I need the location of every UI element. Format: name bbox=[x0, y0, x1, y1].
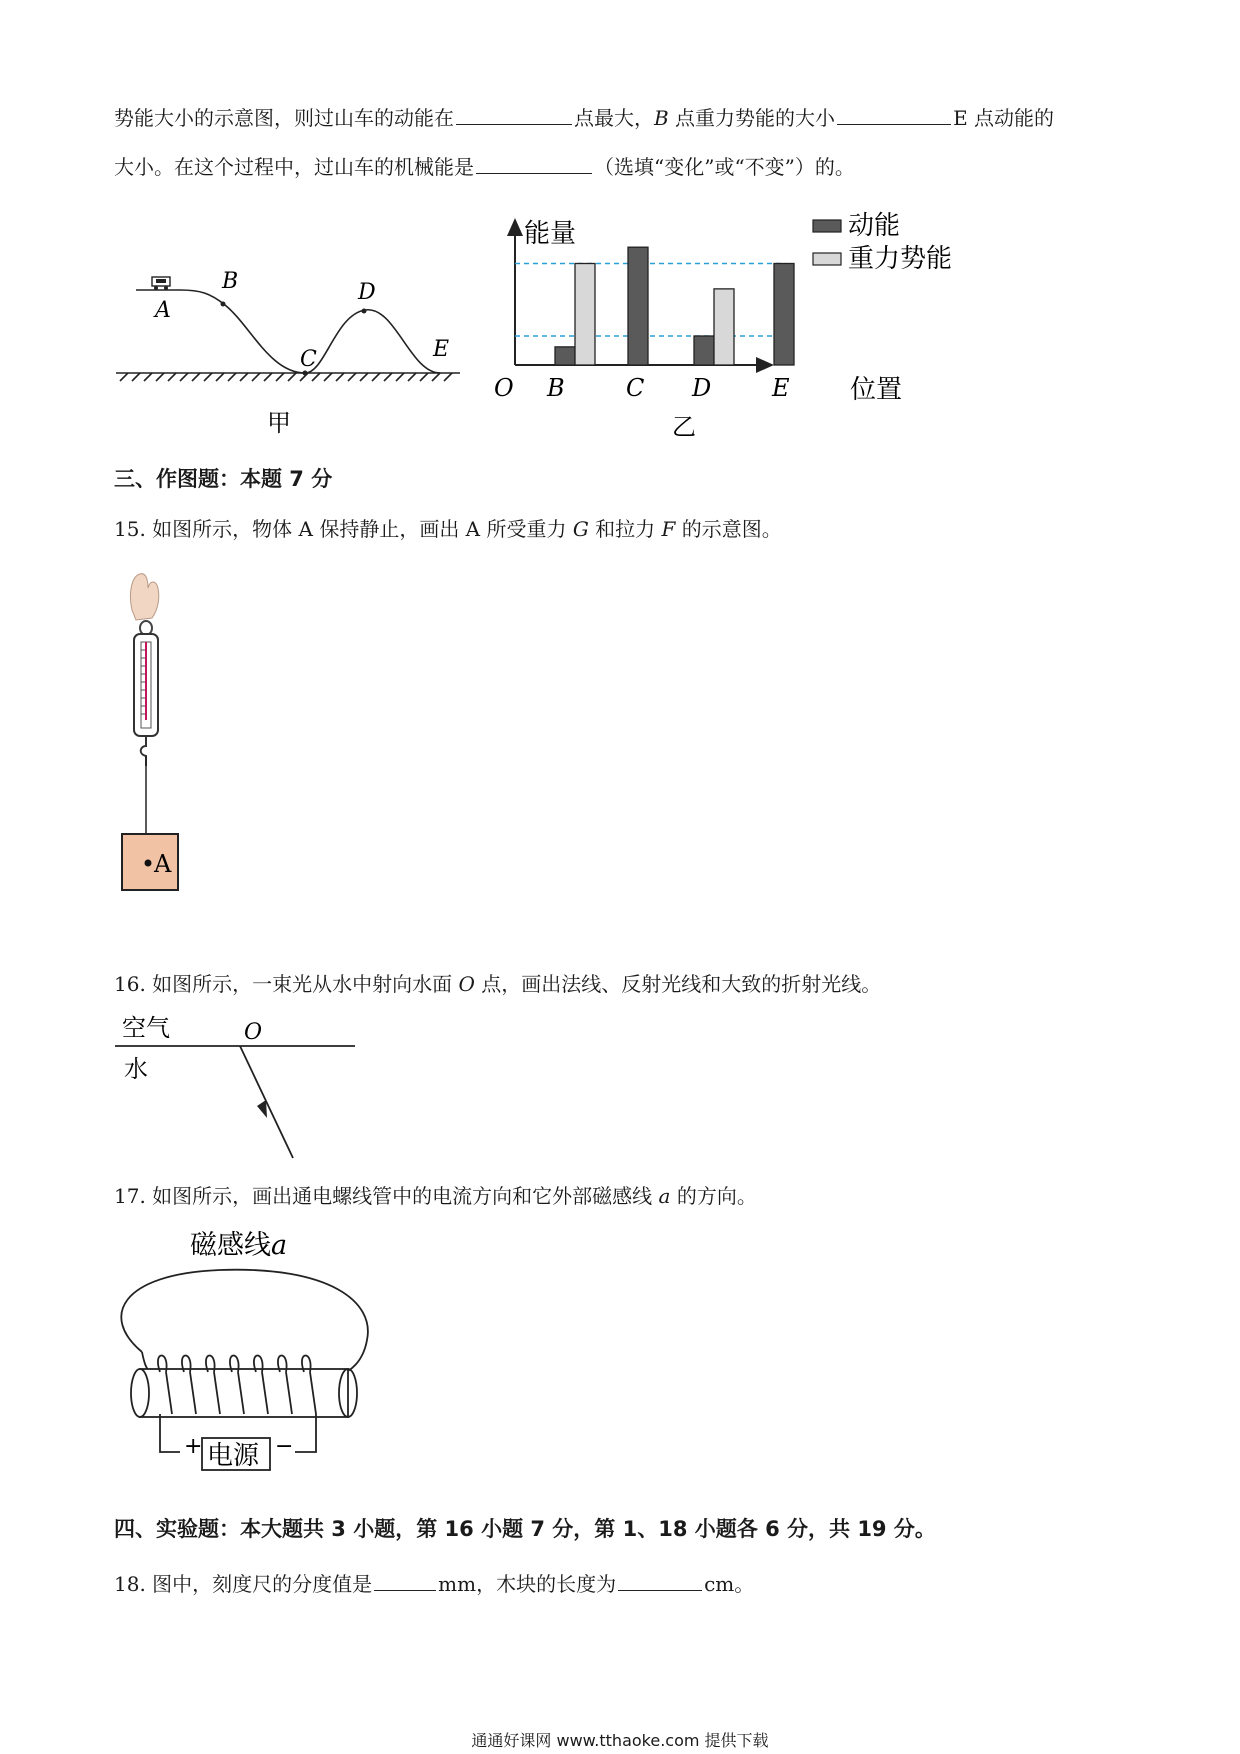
field-line-label: 磁感线a bbox=[190, 1230, 288, 1261]
q16-figure bbox=[110, 1010, 370, 1170]
legend-label-potential: 重力势能 bbox=[848, 244, 953, 274]
positive-terminal: + bbox=[184, 1434, 203, 1459]
bar-d-potential bbox=[714, 289, 734, 365]
section-4-heading: 四、实验题：本大题共 3 小题，第 16 小题 7 分，第 1、18 小题各 6 分，共 19 分。 bbox=[114, 1517, 936, 1541]
incident-ray bbox=[240, 1046, 293, 1158]
block-label: A bbox=[154, 850, 172, 878]
block-center-dot bbox=[145, 860, 152, 867]
answer-blank-3[interactable] bbox=[476, 153, 592, 174]
q17-text: 17. 如图所示，画出通电螺线管中的电流方向和它外部磁感线 a 的方向。 bbox=[114, 1184, 757, 1208]
figure-yi-chart bbox=[490, 210, 990, 445]
power-source-label: 电源 bbox=[207, 1441, 260, 1471]
legend-swatch-kinetic bbox=[813, 220, 841, 232]
legend-label-kinetic: 动能 bbox=[848, 211, 901, 241]
label-d: D bbox=[358, 280, 376, 305]
wire-left bbox=[160, 1414, 180, 1452]
hook-icon bbox=[141, 736, 146, 766]
answer-blank-2[interactable] bbox=[837, 104, 951, 125]
y-axis-label: 能量 bbox=[524, 219, 577, 249]
tick-label-c: C bbox=[626, 374, 645, 402]
figure-jia-track bbox=[110, 255, 470, 440]
tick-label-e: E bbox=[772, 374, 790, 402]
q14-line-2: 大小。在这个过程中，过山车的机械能是 （选填“变化”或“不变”）的。 bbox=[114, 155, 855, 179]
label-c: C bbox=[300, 347, 317, 372]
bar-b-kinetic bbox=[555, 347, 575, 365]
label-a: A bbox=[155, 298, 171, 323]
q14-line-1: 势能大小的示意图，则过山车的动能在 点最大，B 点重力势能的大小 E 点动能的 bbox=[114, 106, 1055, 130]
point-b-dot bbox=[221, 302, 226, 307]
caption-jia: 甲 bbox=[267, 409, 291, 437]
coaster-car-icon bbox=[152, 277, 170, 290]
bar-d-kinetic bbox=[694, 336, 714, 365]
hand-icon bbox=[130, 574, 158, 620]
label-b: B bbox=[222, 269, 239, 294]
point-d-dot bbox=[362, 309, 367, 314]
caption-yi: 乙 bbox=[672, 413, 696, 441]
section-3-heading: 三、作图题：本题 7 分 bbox=[114, 467, 333, 491]
tick-label-d: D bbox=[692, 374, 712, 402]
q15-figure bbox=[110, 570, 200, 895]
page-footer: 通通好课网 www.tthaoke.com 提供下载 bbox=[471, 1731, 769, 1750]
bar-c-kinetic bbox=[628, 247, 648, 365]
legend-swatch-potential bbox=[813, 253, 841, 265]
tick-label-b: B bbox=[547, 374, 565, 402]
answer-blank-4[interactable] bbox=[374, 1570, 436, 1591]
bar-e-kinetic bbox=[774, 264, 794, 366]
x-axis-label: 位置 bbox=[850, 375, 903, 405]
negative-terminal: − bbox=[275, 1434, 294, 1459]
track-curve bbox=[136, 290, 440, 373]
q15-text: 15. 如图所示，物体 A 保持静止，画出 A 所受重力 G 和拉力 F 的示意图。 bbox=[114, 517, 782, 541]
ray-arrow-icon bbox=[257, 1100, 267, 1118]
answer-blank-1[interactable] bbox=[456, 104, 572, 125]
point-o-label: O bbox=[244, 1020, 263, 1045]
q16-text: 16. 如图所示，一束光从水中射向水面 O 点，画出法线、反射光线和大致的折射光线。 bbox=[114, 972, 882, 996]
q17-figure bbox=[110, 1222, 390, 1502]
label-e: E bbox=[433, 337, 450, 362]
answer-blank-5[interactable] bbox=[618, 1570, 702, 1591]
air-label: 空气 bbox=[122, 1014, 170, 1042]
water-label: 水 bbox=[124, 1055, 148, 1083]
spring-scale-ring bbox=[140, 621, 152, 635]
origin-label: O bbox=[494, 374, 514, 402]
q18-text: 18. 图中，刻度尺的分度值是 mm，木块的长度为 cm。 bbox=[114, 1572, 755, 1596]
bar-b-potential bbox=[575, 264, 595, 366]
wire-right bbox=[295, 1414, 316, 1452]
ground-hatch bbox=[120, 373, 452, 381]
